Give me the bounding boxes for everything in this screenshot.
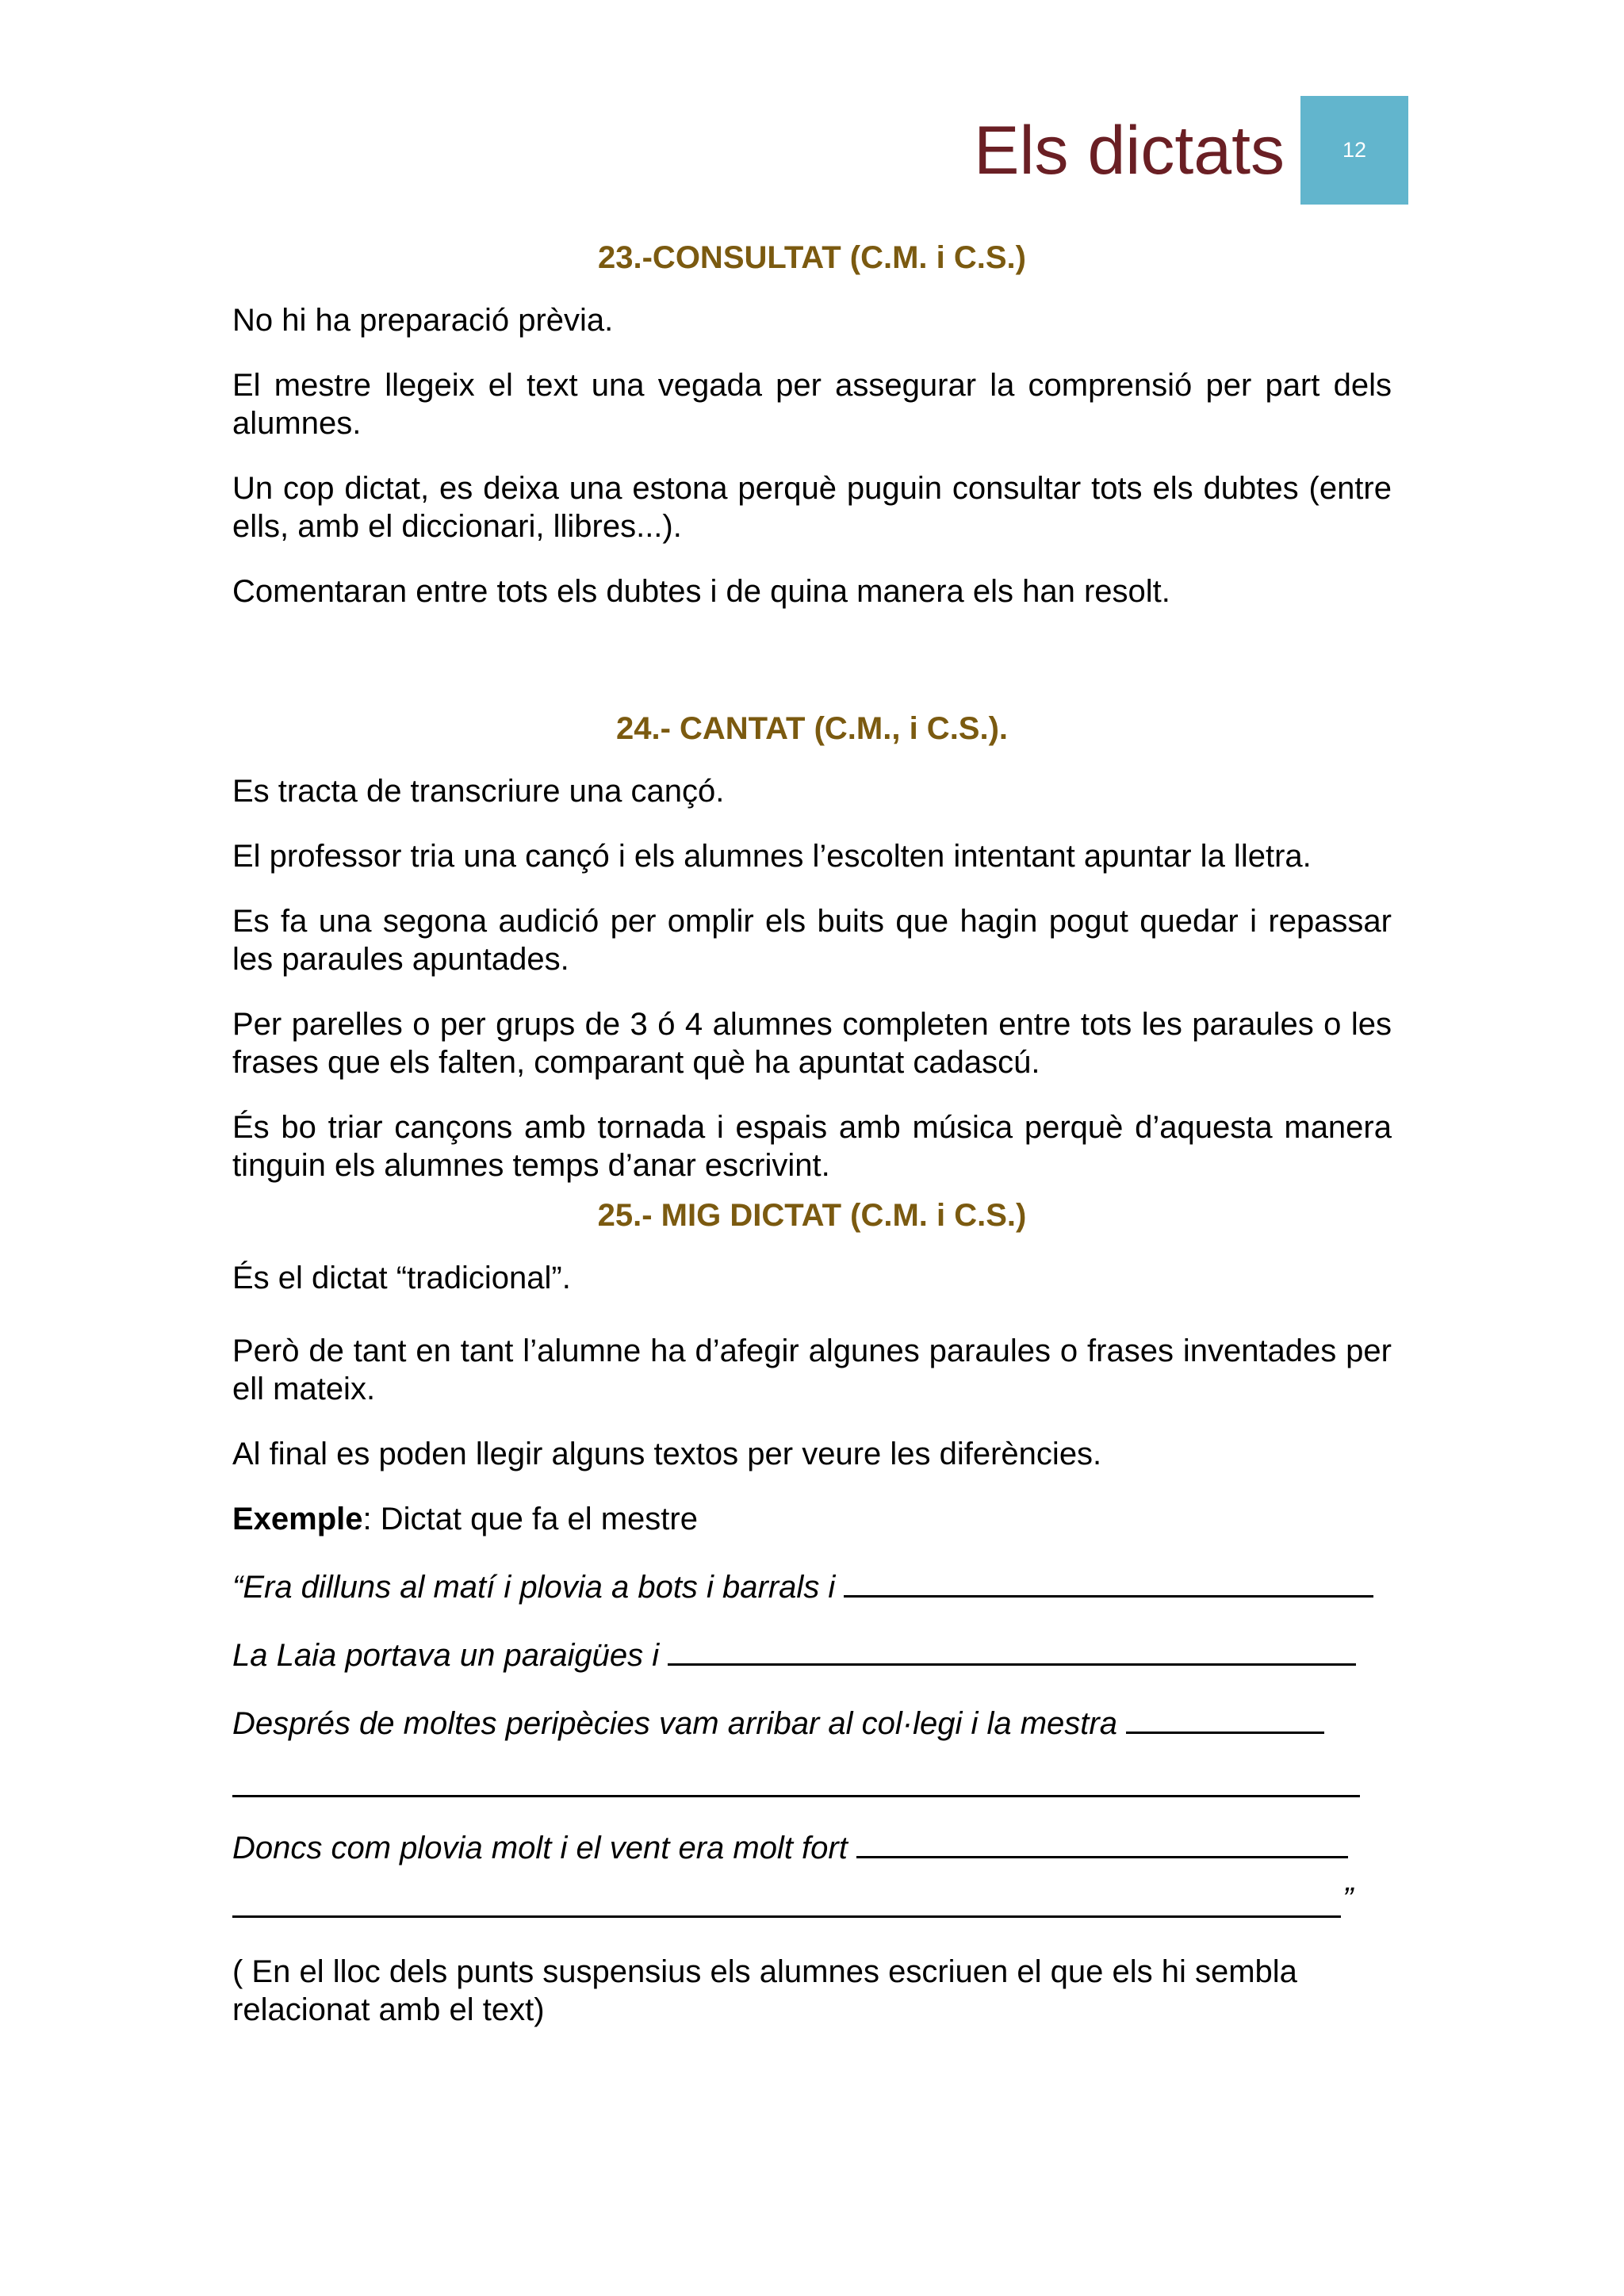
example-line-text: Després de moltes peripècies vam arribar al col·legi i la mestra (232, 1706, 1117, 1741)
page-number-badge (1300, 96, 1408, 205)
paragraph: És bo triar cançons amb tornada i espais amb música perquè d’aquesta manera tinguin els alumnes temps d’anar escrivint. (232, 1110, 1392, 1183)
section-heading-23: 23.-CONSULTAT (C.M. i C.S.) (598, 240, 1026, 275)
example-line (232, 1565, 1392, 1606)
paragraph: Per parelles o per grups de 3 ó 4 alumnes completen entre tots les paraules o les frases que els falten, comparant què ha apuntat cadascú. (232, 1007, 1392, 1080)
example-label: Exemple (232, 1502, 363, 1536)
paragraph: Es fa una segona audició per omplir els buits que hagin pogut quedar i repassar les paraules apuntades. (232, 904, 1392, 977)
paragraph: El professor tria una cançó i els alumnes l’escolten intentant apuntar la lletra. (232, 839, 1312, 874)
blank-line (232, 1915, 1341, 1918)
blank-line (232, 1795, 1360, 1797)
blank-line (856, 1826, 1348, 1858)
paragraph: Però de tant en tant l’alumne ha d’afegir algunes paraules o frases inventades per ell mateix. (232, 1334, 1392, 1406)
closing-quote: ” (1342, 1881, 1354, 1916)
example-line-text: La Laia portava un paraigües i (232, 1638, 660, 1673)
paragraph: És el dictat “tradicional”. (232, 1261, 571, 1295)
paragraph: Un cop dictat, es deixa una estona perquè puguin consultar tots els dubtes (entre ells, amb el diccionari, llibres...). (232, 471, 1392, 544)
paragraph: Comentaran entre tots els dubtes i de quina manera els han resolt. (232, 574, 1170, 609)
paragraph: El mestre llegeix el text una vegada per assegurar la comprensió per part dels alumnes. (232, 368, 1392, 441)
example-line (232, 1633, 1392, 1674)
blank-line (668, 1633, 1356, 1666)
blank-line (844, 1565, 1373, 1598)
paragraph: Al final es poden llegir alguns textos per veure les diferències. (232, 1437, 1102, 1471)
page-header-title: Els dictats (974, 113, 1285, 189)
paragraph: No hi ha preparació prèvia. (232, 303, 614, 338)
page-number: 12 (1342, 138, 1367, 162)
example-line (232, 1701, 1392, 1743)
example-intro (232, 1500, 1392, 1538)
note-paragraph: ( En el lloc dels punts suspensius els alumnes escriuen el que els hi sembla relacionat amb el text) (232, 1954, 1297, 2027)
example-intro-text: : Dictat que fa el mestre (362, 1502, 698, 1536)
closing-blank-row (232, 1881, 1392, 1923)
page-content (232, 238, 1392, 2029)
section-heading-25: 25.- MIG DICTAT (C.M. i C.S.) (597, 1198, 1027, 1233)
example-line (232, 1826, 1392, 1867)
example-line-text: Doncs com plovia molt i el vent era molt fort (232, 1831, 848, 1866)
example-line-text: “Era dilluns al matí i plovia a bots i barrals i (232, 1570, 836, 1605)
paragraph: Es tracta de transcriure una cançó. (232, 774, 725, 809)
blank-line (1126, 1701, 1324, 1734)
section-heading-24: 24.- CANTAT (C.M., i C.S.). (615, 711, 1009, 746)
